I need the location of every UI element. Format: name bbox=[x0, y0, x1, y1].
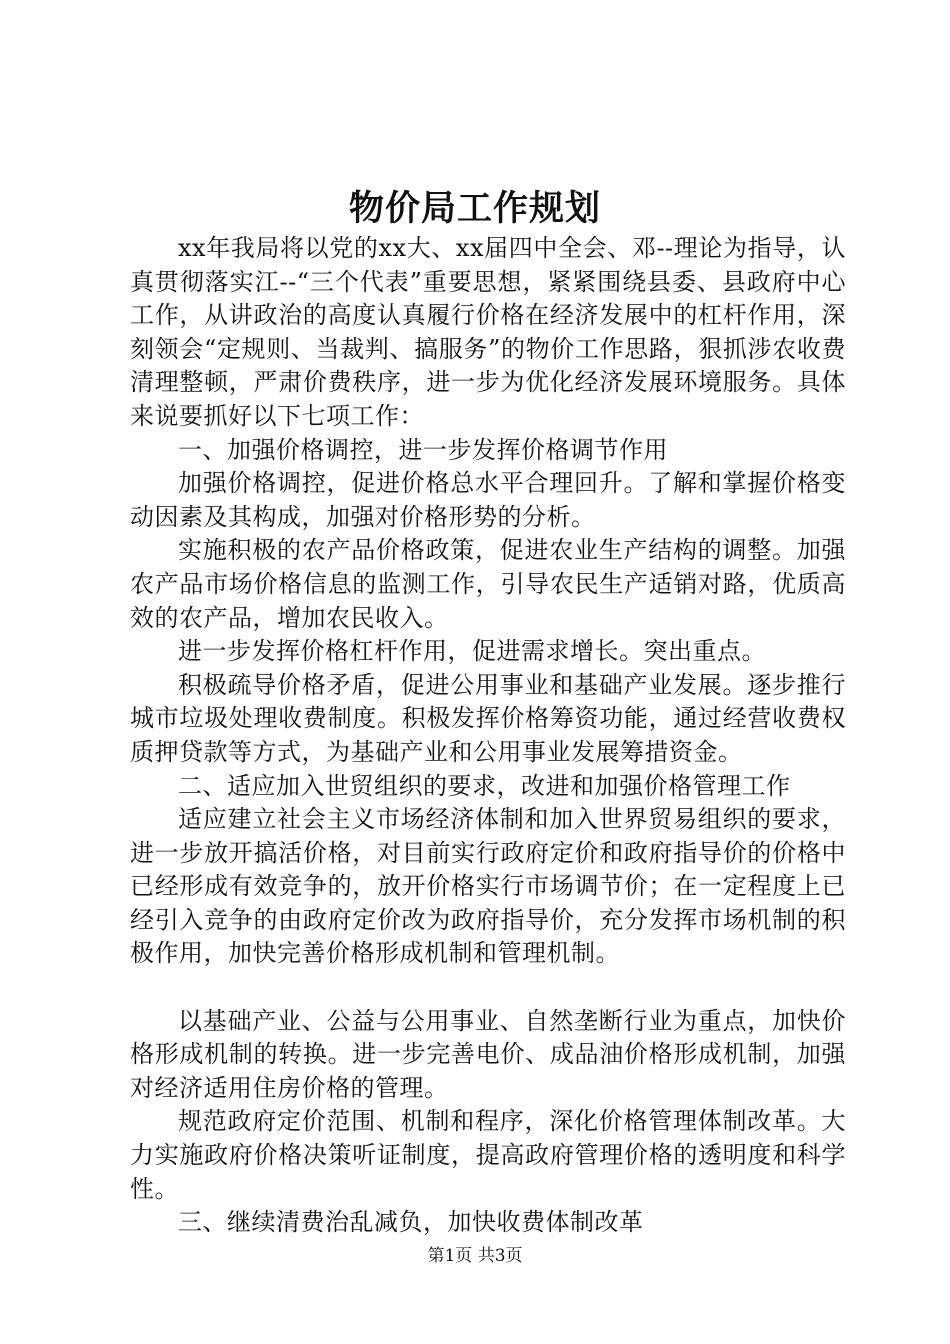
paragraph: 进一步发挥价格杠杆作用，促进需求增长。突出重点。 bbox=[178, 637, 766, 666]
document-body bbox=[130, 232, 846, 1240]
paragraph: 适应建立社会主义市场经济体制和加入世界贸易组织的要求，进一步放开搞活价格，对目前实行政府定价和政府指导价的价格中已经形成有效竞争的，放开价格实行市场调节价；在一定程度上已经引入竞争的由政府定价改为政府指导价，充分发挥市场机制的积极作用，加快完善价格形成机制和管理机制。 bbox=[130, 805, 846, 968]
page-number: 第1页 共3页 bbox=[427, 1246, 523, 1266]
section-heading-1: 一、加强价格调控，进一步发挥价格调节作用 bbox=[178, 435, 668, 464]
paragraph: 规范政府定价范围、机制和程序，深化价格管理体制改革。大力实施政府价格决策听证制度，提高政府管理价格的透明度和科学性。 bbox=[130, 1107, 846, 1203]
section-heading-3: 三、继续清费治乱减负，加快收费体制改革 bbox=[178, 1208, 644, 1237]
section-heading-2: 二、适应加入世贸组织的要求，改进和加强价格管理工作 bbox=[178, 771, 791, 800]
paragraph: 加强价格调控，促进价格总水平合理回升。了解和掌握价格变动因素及其构成，加强对价格形势的分析。 bbox=[130, 469, 846, 531]
paragraph: 实施积极的农产品价格政策，促进农业生产结构的调整。加强农产品市场价格信息的监测工作，引导农民生产适销对路，优质高效的农产品，增加农民收入。 bbox=[130, 536, 846, 632]
paragraph: 积极疏导价格矛盾，促进公用事业和基础产业发展。逐步推行城市垃圾处理收费制度。积极发挥价格筹资功能，通过经营收费权质押贷款等方式，为基础产业和公用事业发展筹措资金。 bbox=[130, 670, 846, 766]
paragraph-intro: xx年我局将以党的xx大、xx届四中全会、邓--理论为指导，认真贯彻落实江--“三个代表”重要思想，紧紧围绕县委、县政府中心工作，从讲政治的高度认真履行价格在经济发展中的杠杆作用，深刻领会“定规则、当裁判、搞服务”的物价工作思路，狠抓涉农收费清理整顿，严肃价费秩序，进一步为优化经济发展环境服务。具体来说要抓好以下七项工作： bbox=[130, 234, 846, 430]
paragraph: 以基础产业、公益与公用事业、自然垄断行业为重点，加快价格形成机制的转换。进一步完善电价、成品油价格形成机制，加强对经济适用住房价格的管理。 bbox=[130, 1006, 846, 1102]
document-title: 物价局工作规划 bbox=[348, 188, 601, 229]
